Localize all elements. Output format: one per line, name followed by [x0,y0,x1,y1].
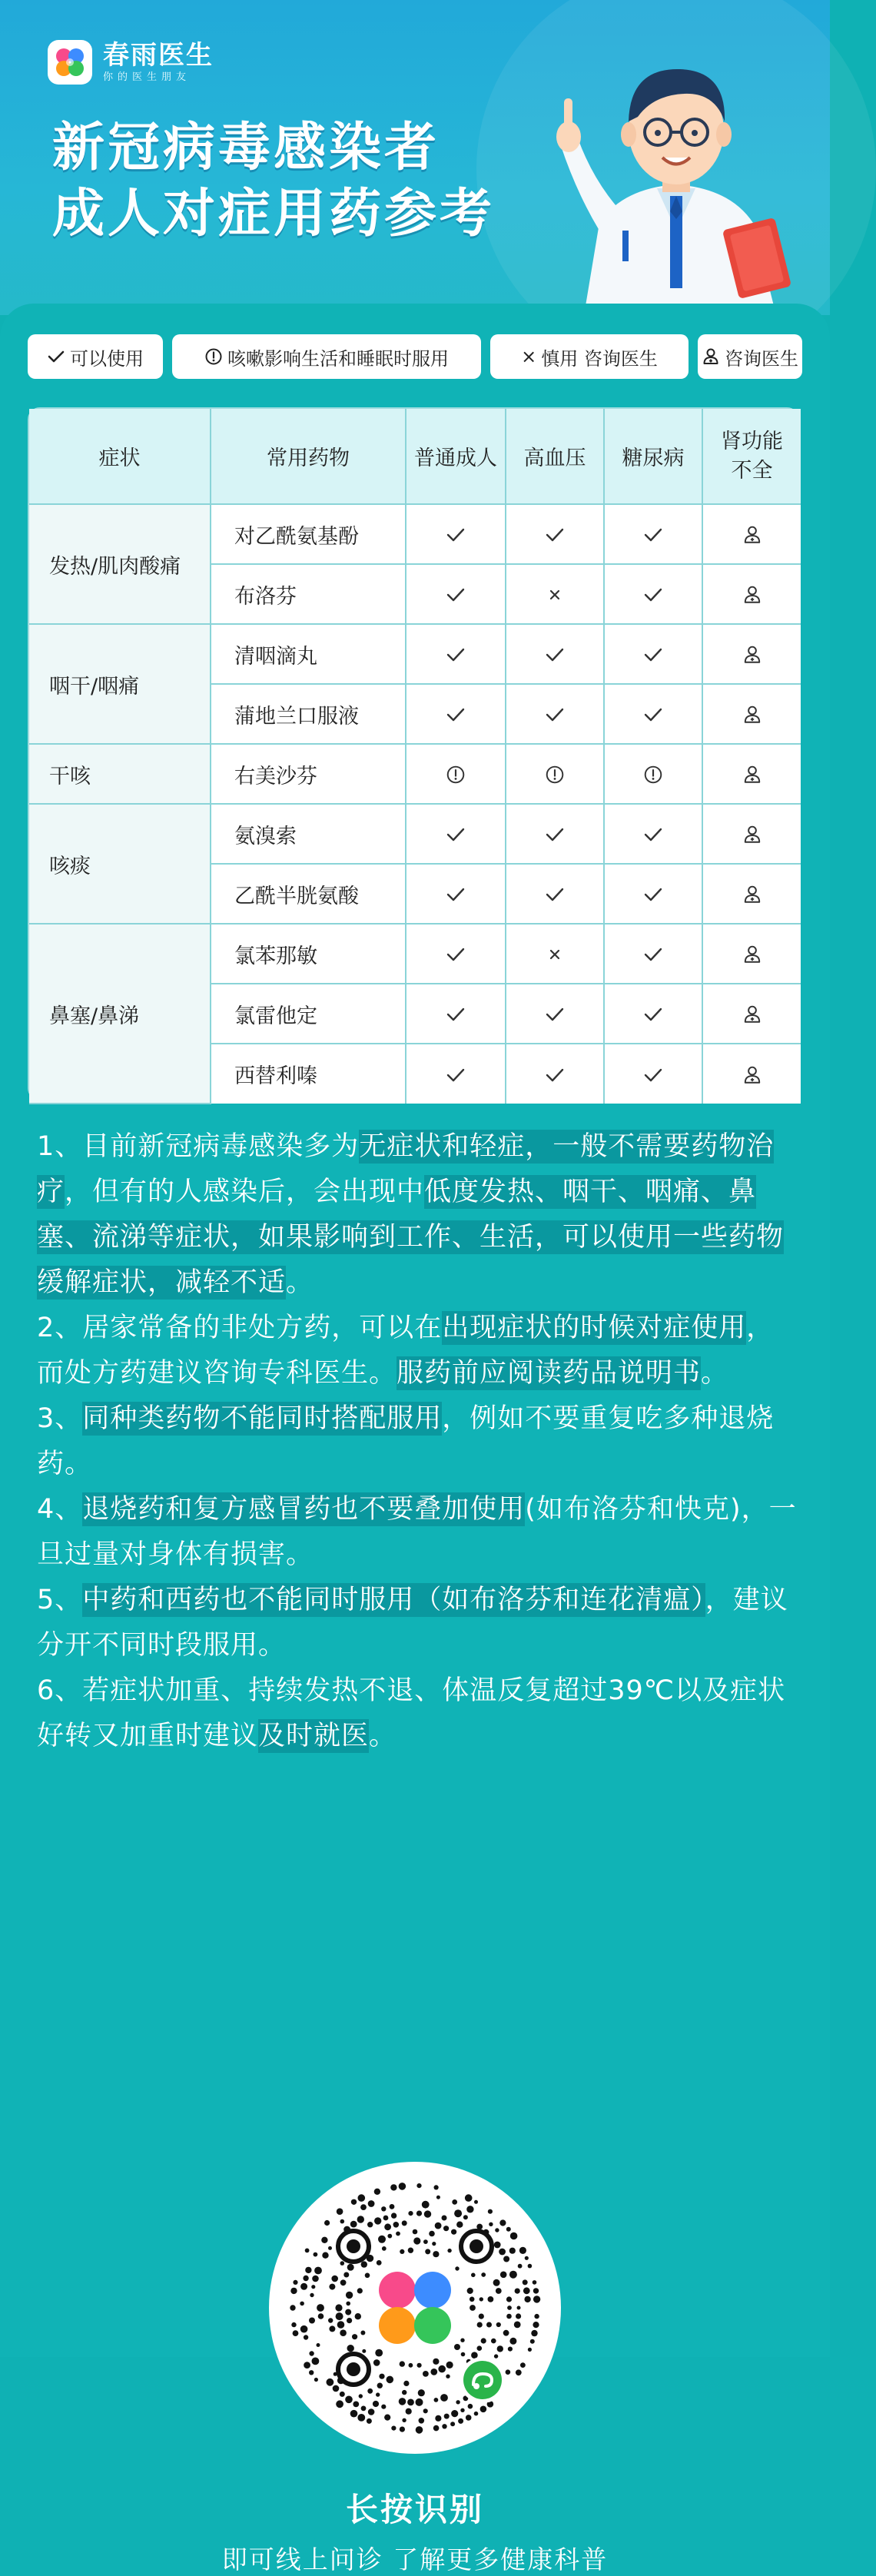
doctor-icon [742,762,762,786]
note-highlight: 低度发热、咽干、咽痛、鼻塞、流涕等症状，如果影响到工作、生活，可以使用一些药物缓解症状，减轻不适 [37,1177,785,1298]
medication-table [28,407,799,1100]
drug-cell: 清咽滴丸 [211,624,406,684]
cross-icon [547,583,562,606]
alert-circle-icon [545,762,565,786]
doctor-icon [742,523,762,546]
doctor-icon [742,642,762,666]
note-paragraph [37,1124,798,1306]
check-icon [446,942,466,966]
mark-cell [406,624,506,684]
mark-cell [702,924,801,984]
miniprogram-icon [460,2357,506,2403]
mark-cell [506,684,604,744]
drug-cell: 对乙酰氨基酚 [211,504,406,564]
mark-cell [406,804,506,864]
legend-caution [490,334,689,379]
check-icon [643,583,663,606]
mark-cell [702,504,801,564]
doctor-icon [742,583,762,606]
note-highlight: 出现症状的时候对症使用 [442,1313,747,1343]
check-icon [643,702,663,726]
check-icon [545,822,565,846]
note-text: ，例如不要重复吃多种退烧药。 [37,1403,775,1479]
mark-cell [506,984,604,1044]
note-text: 6、若症状加重、持续发热不退、体温反复超过39℃以及症状好转又加重时建议 [37,1675,786,1751]
note-text: 。 [369,1721,397,1751]
brand-logo [48,40,214,85]
legend-cough [172,334,481,379]
check-icon [643,822,663,846]
mark-cell [604,744,702,804]
check-icon [643,1062,663,1086]
mark-cell [406,1044,506,1104]
note-text: 。 [701,1358,729,1389]
mark-cell [604,864,702,924]
note-highlight: 无症状和轻症，一般不需要药物治疗 [37,1131,775,1207]
doctor-icon [702,347,720,366]
mark-cell [604,804,702,864]
doctor-icon [742,1002,762,1026]
note-text: 5、 [37,1585,83,1615]
mark-cell [506,564,604,624]
doctor-illustration [530,31,822,315]
mark-cell [406,684,506,744]
check-icon [545,882,565,906]
mark-cell [506,864,604,924]
check-icon [643,882,663,906]
table-row [29,804,801,864]
check-icon [47,349,65,364]
mark-cell [604,684,702,744]
qr-center-logo-icon [367,2260,463,2355]
alert-circle-icon [204,347,223,366]
note-text: 1、目前新冠病毒感染多为 [37,1131,360,1162]
mark-cell [406,504,506,564]
header-diabetes: 糖尿病 [604,409,702,504]
mark-cell [506,744,604,804]
symptom-cell: 咽干/咽痛 [29,624,211,744]
cross-icon [547,942,562,966]
app-logo-icon [48,40,92,85]
mark-cell [702,744,801,804]
check-icon [446,822,466,846]
mark-cell [604,924,702,984]
check-icon [643,642,663,666]
drug-cell: 乙酰半胱氨酸 [211,864,406,924]
header-renal: 肾功能不全 [702,409,801,504]
note-paragraph [37,1487,798,1578]
note-text: 3、 [37,1403,83,1434]
mark-cell [702,1044,801,1104]
drug-cell: 布洛芬 [211,564,406,624]
legend-usable-label: 可以使用 [70,347,144,370]
mark-cell [604,564,702,624]
table-header-row [29,409,801,504]
header-adult: 普通成人 [406,409,506,504]
note-highlight: 同种类药物不能同时搭配服用 [82,1403,443,1434]
mark-cell [702,624,801,684]
table-row [29,924,801,984]
check-icon [545,1062,565,1086]
cross-icon: × [521,346,537,367]
check-icon [446,1002,466,1026]
qr-code[interactable] [269,2162,561,2454]
note-text: (如布洛芬和快克)，一旦过量对身体有损害。 [37,1494,797,1570]
legend [28,334,802,379]
mark-cell [406,924,506,984]
mark-cell [506,504,604,564]
mark-cell [702,804,801,864]
doctor-icon [742,882,762,906]
note-text: 2、居家常备的非处方药，可以在 [37,1313,443,1343]
check-icon [446,702,466,726]
doctor-icon [742,822,762,846]
title-line-1: 新冠病毒感染者 [52,118,440,178]
drug-cell: 氯苯那敏 [211,924,406,984]
note-text: ，但有的人感染后，会出现中 [65,1177,425,1207]
alert-circle-icon [643,762,663,786]
drug-cell: 氯雷他定 [211,984,406,1044]
drug-cell: 蒲地兰口服液 [211,684,406,744]
mark-cell [604,984,702,1044]
note-paragraph [37,1668,798,1759]
check-icon [545,523,565,546]
check-icon [545,702,565,726]
mark-cell [702,864,801,924]
mark-cell [702,684,801,744]
note-highlight: 服药前应阅读药品说明书 [397,1358,702,1389]
check-icon [545,642,565,666]
symptom-cell: 发热/肌肉酸痛 [29,504,211,624]
mark-cell [702,564,801,624]
note-text: 。 [286,1267,314,1298]
note-text: ，而处方药建议咨询专科医生。 [37,1313,775,1389]
main-panel [0,304,830,2574]
header-banner [0,0,830,315]
doctor-icon [742,702,762,726]
check-icon [446,583,466,606]
symptom-cell: 咳痰 [29,804,211,924]
note-text: 4、 [37,1494,83,1525]
table-row [29,624,801,684]
mark-cell [604,1044,702,1104]
qr-cta: 长按识别 [345,2491,484,2528]
mark-cell [506,1044,604,1104]
symptom-cell: 鼻塞/鼻涕 [29,924,211,1104]
note-paragraph [37,1396,798,1487]
symptom-cell: 干咳 [29,744,211,804]
page-title [52,115,495,247]
note-highlight: 退烧药和复方感冒药也不要叠加使用 [82,1494,526,1525]
header-drug: 常用药物 [211,409,406,504]
legend-consult-label: 咨询医生 [725,347,798,370]
check-icon [643,1002,663,1026]
mark-cell [604,504,702,564]
legend-cough-label: 咳嗽影响生活和睡眠时服用 [227,347,449,370]
note-text: ，建议分开不同时段服用。 [37,1585,788,1661]
mark-cell [406,564,506,624]
alert-circle-icon [446,762,466,786]
check-icon [446,882,466,906]
doctor-icon [742,1062,762,1086]
mark-cell [406,744,506,804]
check-icon [643,942,663,966]
title-line-2: 成人对症用药参考 [52,184,496,244]
check-icon [446,523,466,546]
mark-cell [406,984,506,1044]
mark-cell [406,864,506,924]
table-row [29,504,801,564]
mark-cell [604,624,702,684]
legend-consult [698,334,802,379]
mark-cell [506,924,604,984]
notes [37,1124,798,1759]
drug-cell: 西替利嗪 [211,1044,406,1104]
legend-usable [28,334,163,379]
mark-cell [506,804,604,864]
note-highlight: 及时就医 [258,1721,370,1751]
header-hypertension: 高血压 [506,409,604,504]
brand-name: 春雨医生 [103,40,214,71]
legend-caution-label: 慎用 咨询医生 [541,347,658,370]
check-icon [446,642,466,666]
check-icon [446,1062,466,1086]
drug-cell: 氨溴索 [211,804,406,864]
qr-cta-sub: 即可线上问诊 了解更多健康科普 [221,2544,609,2574]
table-row [29,744,801,804]
mark-cell [702,984,801,1044]
doctor-icon [742,942,762,966]
check-icon [545,1002,565,1026]
note-paragraph [37,1306,798,1396]
note-highlight: 中药和西药也不能同时服用（如布洛芬和连花清瘟） [82,1585,705,1615]
check-icon [643,523,663,546]
drug-cell: 右美沙芬 [211,744,406,804]
note-paragraph [37,1578,798,1668]
brand-tagline: 你的医生朋友 [103,71,191,83]
header-symptom: 症状 [29,409,211,504]
mark-cell [506,624,604,684]
